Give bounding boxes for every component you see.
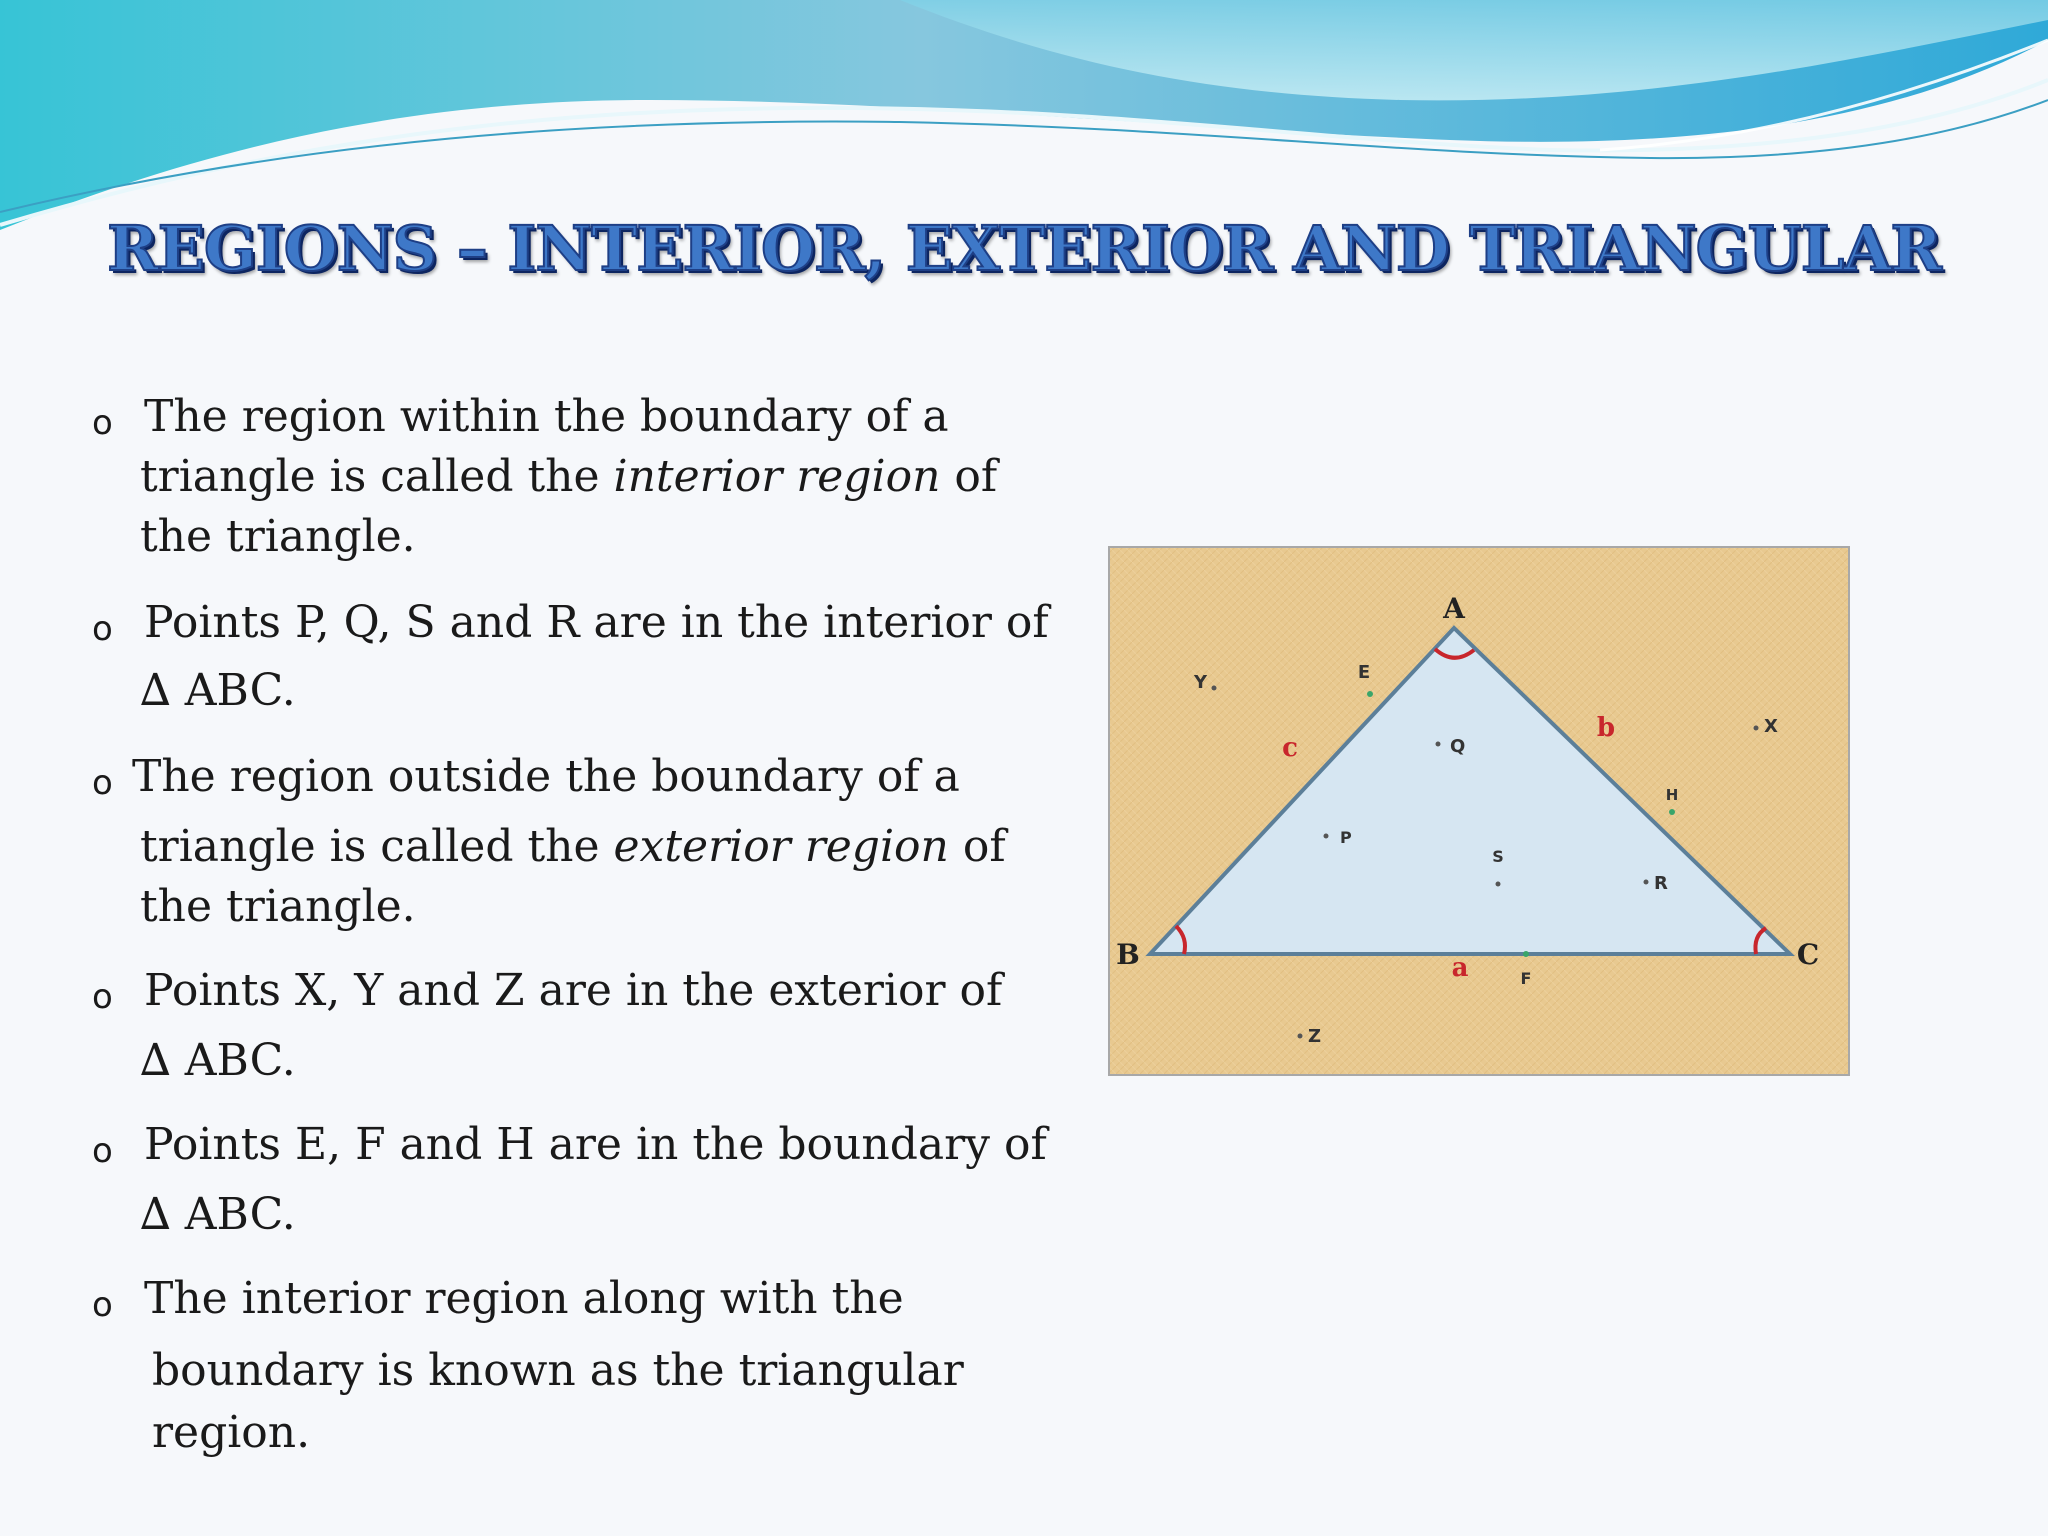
bullet-line: ∆ ABC. bbox=[140, 665, 296, 716]
bullet-marker: o bbox=[92, 763, 113, 803]
bullet-line: triangle is called the interior region of bbox=[140, 451, 998, 502]
vertex-label-b: B bbox=[1116, 938, 1140, 971]
slide-title: REGIONS – INTERIOR, EXTERIOR AND TRIANGULAR bbox=[107, 212, 1941, 285]
bullet-marker: o bbox=[92, 403, 113, 443]
bullet-line: The interior region along with the bbox=[144, 1273, 904, 1324]
bullet-marker: o bbox=[92, 1285, 113, 1325]
side-label-b: b bbox=[1596, 713, 1616, 743]
bullet-line: The region within the boundary of a bbox=[144, 391, 949, 442]
triangle-abc-figure bbox=[1108, 546, 1850, 1076]
bullet-line: the triangle. bbox=[140, 511, 416, 562]
point-label-x: X bbox=[1764, 716, 1778, 737]
point-label-z: Z bbox=[1308, 1026, 1322, 1047]
bullet-line: The region outside the boundary of a bbox=[132, 751, 960, 802]
bullet-line: triangle is called the exterior region of bbox=[140, 821, 1006, 872]
point-label-r: R bbox=[1654, 873, 1668, 894]
point-label-s: S bbox=[1492, 847, 1504, 866]
interior-point-q bbox=[1436, 742, 1441, 747]
bullet-line: boundary is known as the triangular bbox=[152, 1345, 964, 1396]
interior-point-r bbox=[1644, 880, 1649, 885]
bullet-marker: o bbox=[92, 977, 113, 1017]
vertex-label-a: A bbox=[1443, 592, 1465, 625]
bullet-line: the triangle. bbox=[140, 881, 416, 932]
exterior-point-y bbox=[1212, 686, 1217, 691]
interior-point-p bbox=[1324, 834, 1329, 839]
side-label-a: a bbox=[1451, 953, 1469, 983]
exterior-point-x bbox=[1754, 726, 1759, 731]
point-label-q: Q bbox=[1450, 736, 1466, 757]
bullet-marker: o bbox=[92, 609, 113, 649]
point-label-f: F bbox=[1520, 969, 1532, 988]
exterior-point-z bbox=[1298, 1034, 1303, 1039]
point-label-e: E bbox=[1357, 662, 1371, 683]
bullet-line: ∆ ABC. bbox=[140, 1189, 296, 1240]
bullet-line: Points P, Q, S and R are in the interior of bbox=[144, 597, 1049, 648]
bullet-line: Points E, F and H are in the boundary of bbox=[144, 1119, 1047, 1170]
term-exterior-region: exterior region bbox=[613, 821, 949, 872]
point-label-h: H bbox=[1665, 786, 1679, 804]
point-label-y: Y bbox=[1194, 672, 1208, 693]
bullet-line: Points X, Y and Z are in the exterior of bbox=[144, 965, 1003, 1016]
bullet-marker: o bbox=[92, 1131, 113, 1171]
point-label-p: P bbox=[1340, 828, 1352, 847]
vertex-label-c: C bbox=[1796, 938, 1820, 971]
boundary-point-h bbox=[1669, 809, 1675, 815]
bullet-line: region. bbox=[152, 1407, 311, 1458]
term-interior-region: interior region bbox=[613, 451, 941, 502]
side-label-c: c bbox=[1282, 733, 1298, 763]
interior-point-s bbox=[1496, 882, 1501, 887]
boundary-point-e bbox=[1367, 691, 1373, 697]
boundary-point-f bbox=[1523, 951, 1529, 957]
bullet-line: ∆ ABC. bbox=[140, 1035, 296, 1086]
